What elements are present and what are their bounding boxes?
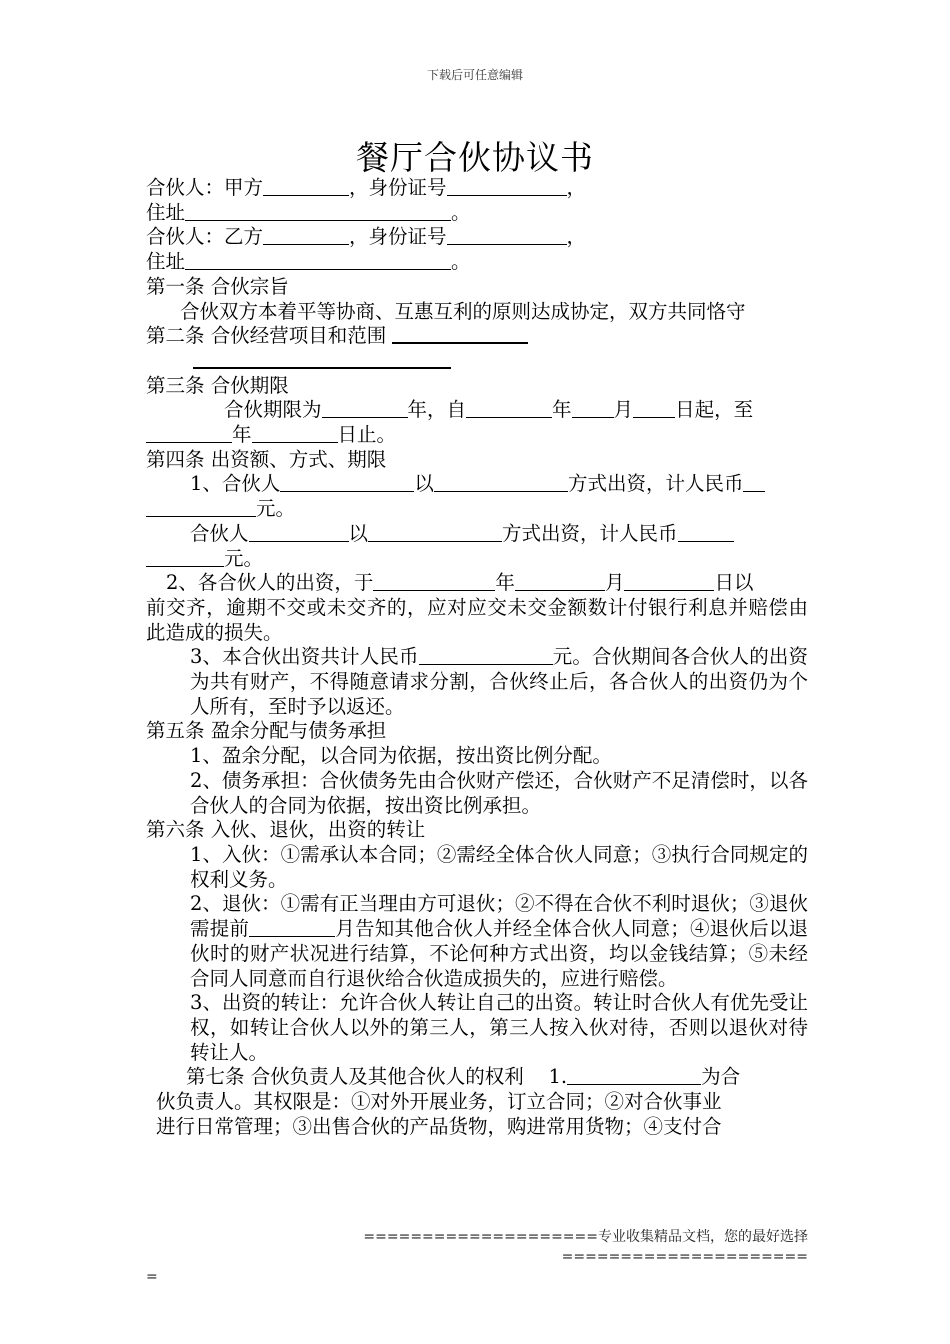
blank-field[interactable]: [373, 572, 495, 591]
blank-field[interactable]: [743, 473, 765, 492]
blank-field[interactable]: [515, 572, 605, 591]
article-4-item2-line1: 2、各合伙人的出资，于 年 月 日以: [166, 571, 754, 595]
article-6-heading: 第六条 入伙、退伙，出资的转让: [146, 818, 426, 842]
blank-field[interactable]: [419, 646, 553, 665]
article-7-heading-line: 第七条 合伙负责人及其他合伙人的权利 1. 为合: [186, 1065, 741, 1089]
article-7-line2: 伙负责人。其权限是：①对外开展业务，订立合同；②对合伙事业: [156, 1090, 722, 1114]
blank-field[interactable]: [146, 424, 232, 443]
document-title: 餐厅合伙协议书: [356, 138, 594, 177]
article-4-heading: 第四条 出资额、方式、期限: [146, 447, 387, 471]
article-6-item1: 1、入伙：①需承认本合同；②需经全体合伙人同意；③执行合同规定的权利义务。: [190, 842, 808, 891]
article-4-item1-line1: 1、合伙人 以 方式出资，计人民币: [146, 472, 808, 497]
article-1-heading: 第一条 合伙宗旨: [146, 274, 289, 298]
blank-field[interactable]: [249, 523, 349, 542]
article-4-item1-line2: 元。: [146, 497, 808, 522]
document-body: [146, 176, 808, 1139]
article-5-item1: 1、盈余分配，以合同为依据，按出资比例分配。: [190, 744, 612, 768]
partner1-line: 合伙人：甲方 ，身份证号 ，: [146, 176, 587, 199]
blank-field[interactable]: [447, 177, 567, 196]
article-4-item3: 3、本合伙出资共计人民币 元。合伙期间各合伙人的出资为共有财产，不得随意请求分割，合伙终止后，各合伙人的出资仍为个人所有，至时予以返还。: [190, 645, 808, 718]
blank-field[interactable]: [252, 424, 338, 443]
blank-field[interactable]: [193, 349, 451, 369]
article-4-item2-body: 前交齐，逾期不交或未交齐的，应对应交未交金额数计付银行利息并赔偿由此造成的损失。: [146, 595, 808, 644]
footer-text: ====================专业收集精品文档，您的最好选择=====================: [363, 1229, 808, 1265]
blank-field[interactable]: [447, 226, 567, 245]
blank-field[interactable]: [434, 473, 568, 492]
blank-field[interactable]: [322, 399, 408, 418]
article-3-heading: 第三条 合伙期限: [146, 373, 289, 397]
blank-field[interactable]: [146, 498, 256, 517]
page-header: 下载后可任意编辑: [426, 68, 523, 82]
blank-field[interactable]: [263, 226, 349, 245]
blank-field[interactable]: [572, 399, 614, 418]
blank-field[interactable]: [146, 548, 224, 567]
article-1-body: 合伙双方本着平等协商、互惠互利的原则达成协定，双方共同恪守: [180, 299, 746, 323]
blank-field[interactable]: [185, 202, 451, 221]
blank-field[interactable]: [263, 177, 349, 196]
article-5-item2: 2、债务承担：合伙债务先由合伙财产偿还，合伙财产不足清偿时，以各合伙人的合同为依据，按出资比例承担。: [190, 768, 808, 817]
page-footer: [146, 1227, 808, 1287]
blank-field[interactable]: [368, 523, 502, 542]
article-3-line1: 合伙期限为 年，自 年 月 日起，至: [224, 398, 754, 422]
partner2-address-line: 住址 。: [146, 250, 471, 274]
article-6-item3: 3、出资的转让：允许合伙人转让自己的出资。转让时合伙人有优先受让权，如转让合伙人以外的第三人，第三人按入伙对待，否则以退伙对待转让人。: [190, 991, 808, 1064]
blank-field[interactable]: [185, 251, 451, 270]
blank-field[interactable]: [567, 1066, 701, 1085]
blank-field[interactable]: [633, 399, 675, 418]
partner2-line: 合伙人：乙方 ，身份证号 ，: [146, 225, 587, 249]
partner1-address-line: 住址 。: [146, 200, 471, 224]
article-2-heading: 第二条 合伙经营项目和范围: [146, 324, 808, 349]
blank-field[interactable]: [466, 399, 552, 418]
blank-field[interactable]: [392, 324, 528, 344]
blank-field[interactable]: [280, 473, 414, 492]
article-4-item1b-line1: 合伙人 以 方式出资，计人民币: [146, 522, 808, 547]
article-5-heading: 第五条 盈余分配与债务承担: [146, 719, 387, 743]
article-2-blank-line: [146, 349, 808, 374]
blank-field[interactable]: [624, 572, 714, 591]
article-3-line2: 年 日止。: [146, 423, 808, 448]
article-7-line3: 进行日常管理；③出售合伙的产品货物，购进常用货物；④支付合: [156, 1114, 722, 1138]
article-4-item1b-line2: 元。: [146, 547, 808, 572]
footer-tail: =: [146, 1269, 158, 1285]
blank-field[interactable]: [249, 918, 335, 937]
article-6-item2: 2、退伙：①需有正当理由方可退伙；②不得在合伙不利时退伙；③退伙需提前 月告知其他合伙人并经全体合伙人同意；④退伙后以退伙时的财产状况进行结算，不论何种方式出资，均以金钱结算；⑤未经合同人同意而自行退伙给合伙造成损失的，应进行赔偿。: [190, 892, 808, 990]
blank-field[interactable]: [678, 523, 734, 542]
